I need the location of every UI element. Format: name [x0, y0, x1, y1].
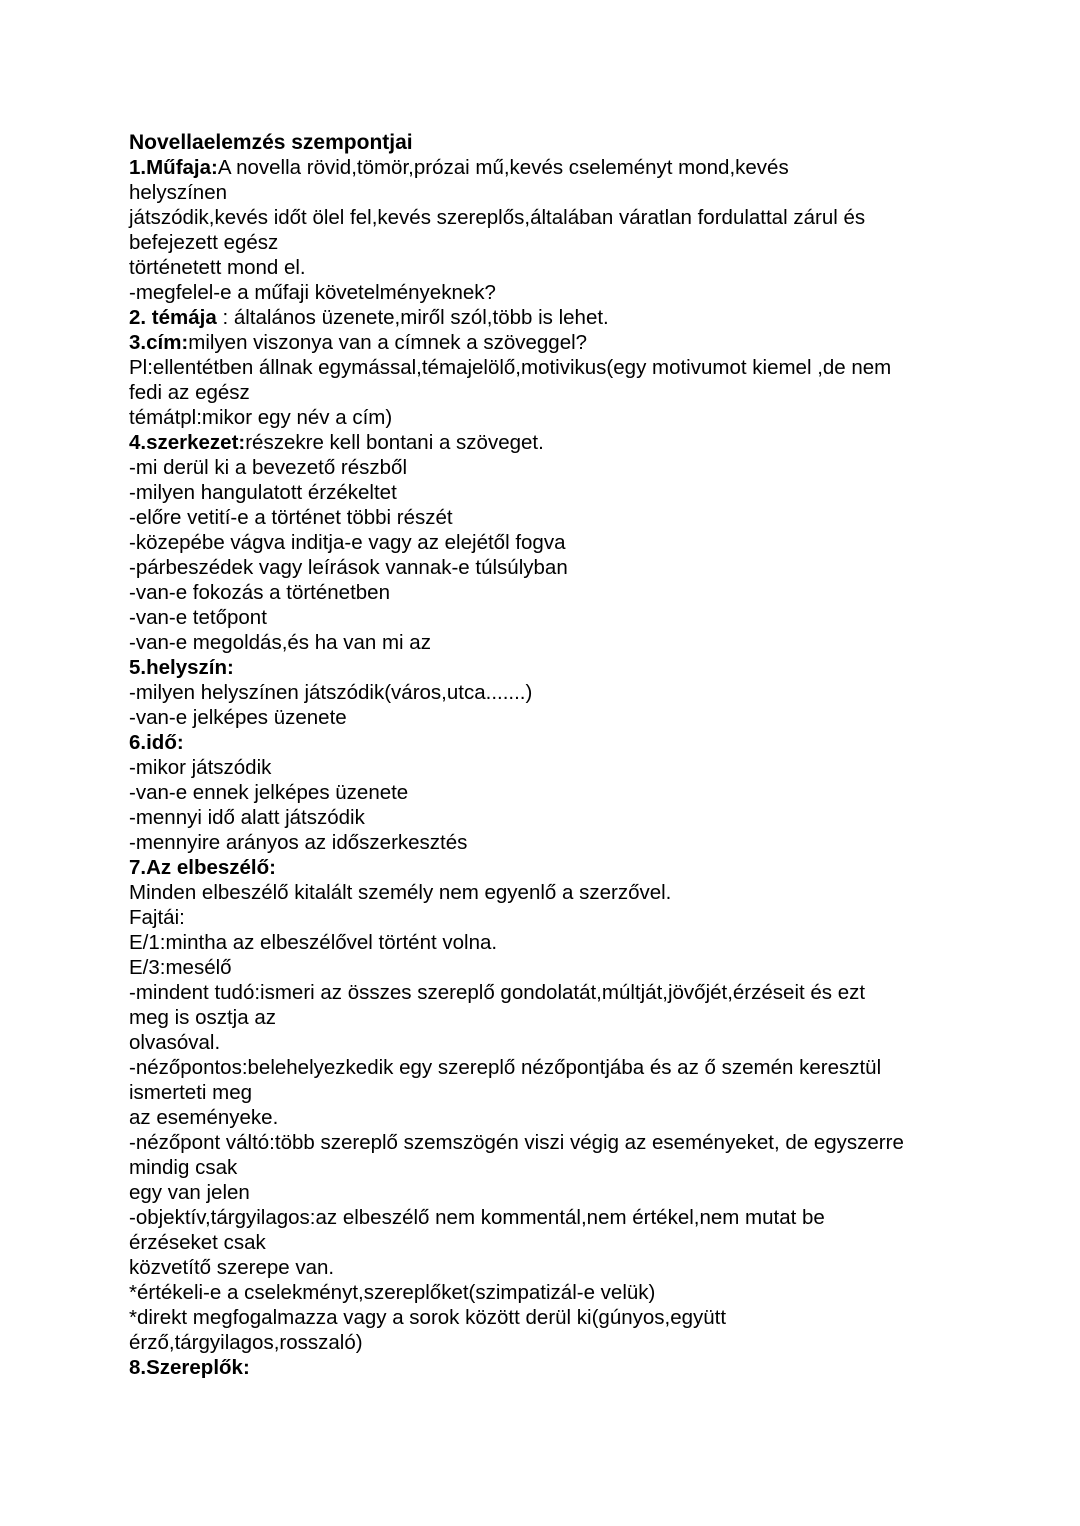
text-line: [129, 380, 989, 405]
text-line: [129, 180, 989, 205]
line-text: Minden elbeszélő kitalált személy nem egyenlő a szerzővel.: [129, 881, 672, 904]
document-page: [129, 130, 989, 1380]
line-text: A novella rövid,tömör,prózai mű,kevés cseleményt mond,kevés: [217, 156, 789, 179]
text-line: [129, 730, 989, 755]
text-line: [129, 1305, 989, 1330]
text-line: [129, 305, 989, 330]
text-line: [129, 780, 989, 805]
line-text: fedi az egész: [129, 381, 250, 404]
section-heading: 3.cím:: [129, 331, 189, 354]
text-line: [129, 805, 989, 830]
line-text: témátpl:mikor egy név a cím): [129, 406, 393, 429]
line-text: történetett mond el.: [129, 256, 306, 279]
line-text: részekre kell bontani a szöveget.: [245, 431, 544, 454]
text-line: [129, 330, 989, 355]
line-text: érző,tárgyilagos,rosszaló): [129, 1331, 363, 1354]
text-line: [129, 230, 989, 255]
text-line: [129, 630, 989, 655]
line-text: -megfelel-e a műfaji követelményeknek?: [129, 281, 496, 304]
text-line: [129, 1180, 989, 1205]
line-text: -mi derül ki a bevezető részből: [129, 456, 408, 479]
line-text: -nézőpont váltó:több szereplő szemszögén viszi végig az eseményeket, de egyszerre: [129, 1131, 904, 1154]
text-line: [129, 980, 989, 1005]
line-text: -van-e ennek jelképes üzenete: [129, 781, 409, 804]
line-text: helyszínen: [129, 181, 228, 204]
line-text: -objektív,tárgyilagos:az elbeszélő nem kommentál,nem értékel,nem mutat be: [129, 1206, 825, 1229]
text-line: [129, 830, 989, 855]
section-heading: 4.szerkezet:: [129, 431, 246, 454]
line-text: olvasóval.: [129, 1031, 221, 1054]
text-line: [129, 1155, 989, 1180]
text-line: [129, 555, 989, 580]
text-line: [129, 755, 989, 780]
line-text: Fajtái:: [129, 906, 185, 929]
text-line: [129, 580, 989, 605]
text-line: [129, 1105, 989, 1130]
section-heading: 1.Műfaja:: [129, 156, 218, 179]
text-line: [129, 480, 989, 505]
line-text: Pl:ellentétben állnak egymással,témajelölő,motivikus(egy motivumot kiemel ,de nem: [129, 356, 892, 379]
text-line: [129, 905, 989, 930]
line-text: *értékeli-e a cselekményt,szereplőket(szimpatizál-e velük): [129, 1281, 656, 1304]
section-heading: 2. témája: [129, 306, 217, 329]
section-heading: 5.helyszín:: [129, 656, 234, 679]
line-text: -közepébe vágva inditja-e vagy az elejétől fogva: [129, 531, 566, 554]
line-text: érzéseket csak: [129, 1231, 266, 1254]
text-line: [129, 1255, 989, 1280]
text-line: [129, 1280, 989, 1305]
text-line: [129, 1330, 989, 1355]
line-text: -mikor játszódik: [129, 756, 272, 779]
text-line: [129, 255, 989, 280]
text-line: [129, 530, 989, 555]
line-text: -mindent tudó:ismeri az összes szereplő gondolatát,múltját,jövőjét,érzéseit és ezt: [129, 981, 866, 1004]
document-body: [129, 155, 989, 1380]
line-text: -van-e jelképes üzenete: [129, 706, 347, 729]
text-line: [129, 930, 989, 955]
line-text: : általános üzenete,miről szól,több is lehet.: [216, 306, 609, 329]
text-line: [129, 405, 989, 430]
line-text: E/1:mintha az elbeszélővel történt volna.: [129, 931, 498, 954]
text-line: [129, 1005, 989, 1030]
text-line: [129, 455, 989, 480]
section-heading: 8.Szereplők:: [129, 1356, 250, 1379]
line-text: -milyen hangulatott érzékeltet: [129, 481, 397, 504]
text-line: [129, 155, 989, 180]
section-heading: 6.idő:: [129, 731, 184, 754]
text-line: [129, 430, 989, 455]
line-text: -mennyire arányos az időszerkesztés: [129, 831, 468, 854]
line-text: -mennyi idő alatt játszódik: [129, 806, 365, 829]
section-heading: 7.Az elbeszélő:: [129, 856, 276, 879]
line-text: -van-e tetőpont: [129, 606, 267, 629]
text-line: [129, 1130, 989, 1155]
text-line: [129, 1230, 989, 1255]
text-line: [129, 1080, 989, 1105]
text-line: [129, 1055, 989, 1080]
text-line: [129, 1030, 989, 1055]
line-text: E/3:mesélő: [129, 956, 232, 979]
line-text: -párbeszédek vagy leírások vannak-e túlsúlyban: [129, 556, 568, 579]
text-line: [129, 1205, 989, 1230]
line-text: *direkt megfogalmazza vagy a sorok között derül ki(gúnyos,együtt: [129, 1306, 727, 1329]
text-line: [129, 605, 989, 630]
line-text: -milyen helyszínen játszódik(város,utca.......): [129, 681, 533, 704]
line-text: -van-e fokozás a történetben: [129, 581, 390, 604]
line-text: meg is osztja az: [129, 1006, 276, 1029]
line-text: -előre vetití-e a történet többi részét: [129, 506, 453, 529]
text-line: [129, 855, 989, 880]
text-line: [129, 355, 989, 380]
text-line: [129, 505, 989, 530]
line-text: az eseményeke.: [129, 1106, 279, 1129]
document-title: Novellaelemzés szempontjai: [129, 131, 413, 154]
line-text: befejezett egész: [129, 231, 279, 254]
text-line: [129, 680, 989, 705]
text-line: [129, 205, 989, 230]
line-text: közvetítő szerepe van.: [129, 1256, 335, 1279]
line-text: milyen viszonya van a címnek a szöveggel?: [188, 331, 588, 354]
line-text: mindig csak: [129, 1156, 238, 1179]
text-line: [129, 280, 989, 305]
line-text: ismerteti meg: [129, 1081, 253, 1104]
line-text: játszódik,kevés időt ölel fel,kevés szereplős,általában váratlan fordulattal zárul és: [129, 206, 866, 229]
text-line: [129, 955, 989, 980]
text-line: [129, 705, 989, 730]
text-line: [129, 655, 989, 680]
line-text: egy van jelen: [129, 1181, 250, 1204]
text-line: [129, 880, 989, 905]
line-text: -van-e megoldás,és ha van mi az: [129, 631, 431, 654]
text-line: [129, 1355, 989, 1380]
line-text: -nézőpontos:belehelyezkedik egy szereplő nézőpontjába és az ő szemén keresztül: [129, 1056, 882, 1079]
